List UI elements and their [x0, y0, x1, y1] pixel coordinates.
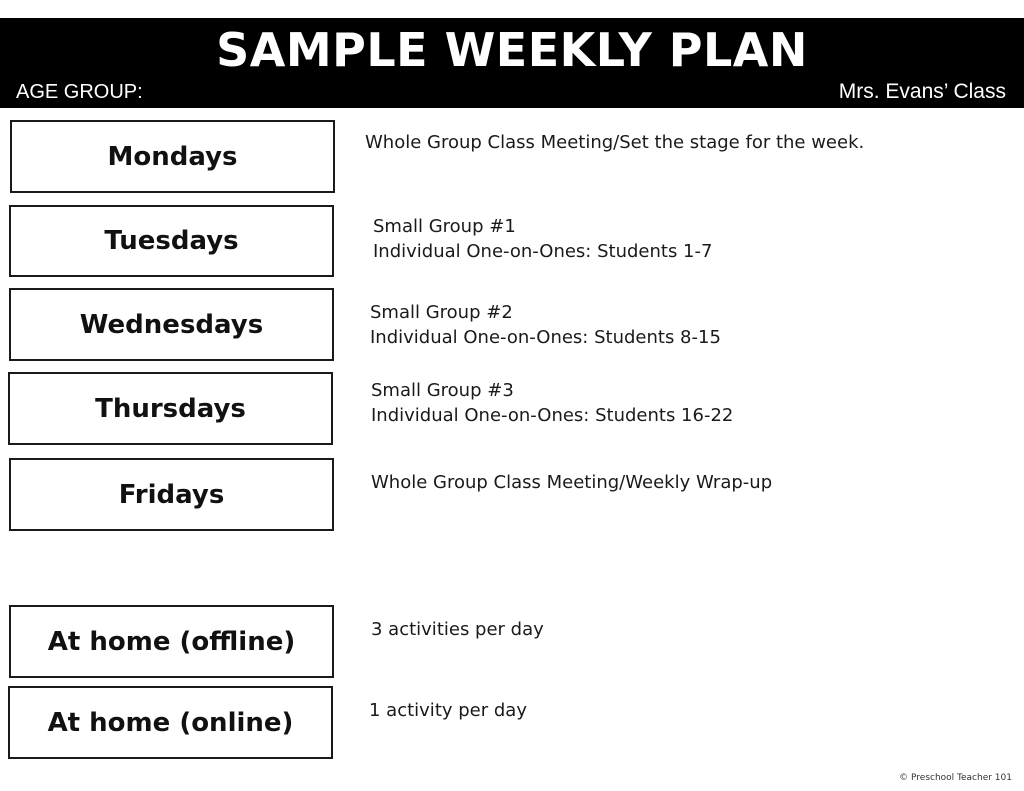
page-title: SAMPLE WEEKLY PLAN	[216, 23, 808, 77]
day-description-wednesday	[370, 300, 721, 350]
day-description-monday	[365, 130, 864, 155]
day-box-tuesday	[9, 205, 334, 277]
at-home-label: At home (online)	[47, 707, 294, 738]
day-label: Mondays	[107, 141, 238, 172]
description-line: Small Group #1	[373, 216, 516, 237]
day-box-thursday	[8, 372, 333, 445]
class-name: Mrs. Evans’ Class	[838, 80, 1006, 103]
day-box-friday	[9, 458, 334, 531]
age-group-label: AGE GROUP:	[16, 81, 143, 103]
at-home-offline-description	[371, 617, 544, 642]
day-description-thursday	[371, 378, 733, 428]
description-line: Small Group #3	[371, 380, 514, 401]
day-description-friday	[371, 470, 772, 495]
day-label: Tuesdays	[104, 226, 239, 256]
at-home-label: At home (offline)	[47, 626, 296, 657]
day-label: Fridays	[118, 479, 225, 510]
description-line: Individual One-on-Ones: Students 8-15	[370, 327, 721, 348]
day-description-tuesday	[373, 214, 712, 264]
at-home-online-box	[8, 686, 333, 759]
description-line: Whole Group Class Meeting/Set the stage for the week.	[365, 132, 865, 153]
header-banner	[0, 18, 1024, 108]
description-line: Whole Group Class Meeting/Weekly Wrap-up	[371, 472, 773, 493]
description-line: Small Group #2	[370, 302, 513, 323]
description-line: 1 activity per day	[369, 700, 527, 721]
copyright-credit: © Preschool Teacher 101	[899, 773, 1012, 783]
day-label: Thursdays	[95, 393, 246, 424]
day-box-wednesday	[9, 288, 334, 361]
day-label: Wednesdays	[79, 309, 264, 340]
description-line: 3 activities per day	[371, 619, 544, 640]
at-home-offline-box	[9, 605, 334, 678]
description-line: Individual One-on-Ones: Students 16-22	[371, 405, 734, 426]
day-box-monday	[10, 120, 335, 193]
at-home-online-description	[369, 698, 527, 723]
description-line: Individual One-on-Ones: Students 1-7	[373, 241, 713, 262]
